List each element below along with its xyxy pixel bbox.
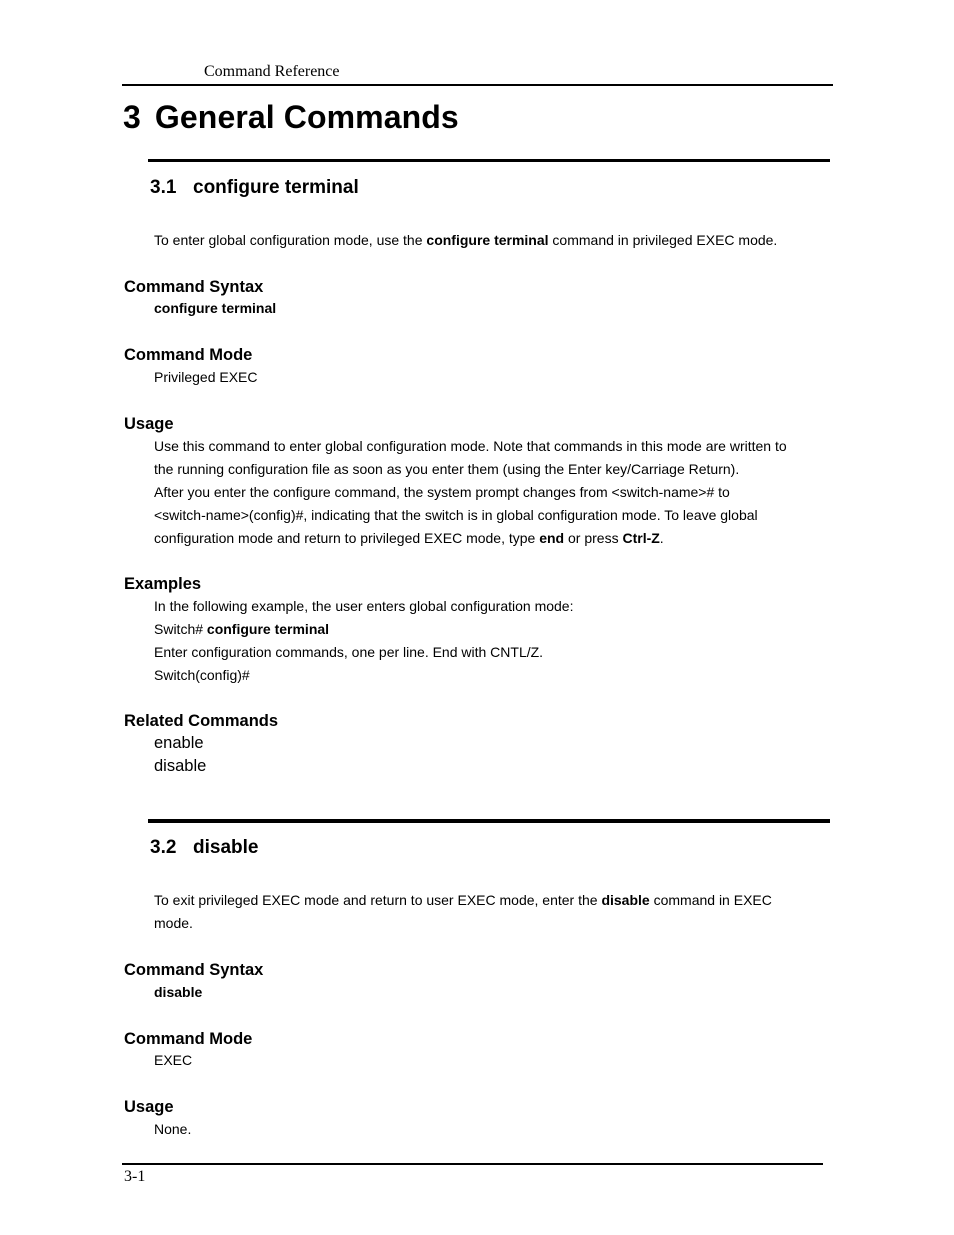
section-intro: [154, 889, 824, 935]
usage-line: the running configuration file as soon as you enter them (using the Enter key/Carriage Return).: [154, 461, 740, 477]
section-title: [150, 176, 359, 200]
usage-line: Use this command to enter global configuration mode. Note that commands in this mode are written to: [154, 438, 787, 454]
page-number: 3-1: [124, 1168, 146, 1185]
intro-text-end: command in EXEC: [649, 892, 772, 908]
chapter-title: [123, 97, 459, 137]
mode-heading: Command Mode: [124, 1030, 253, 1048]
chapter-number: 3: [123, 99, 141, 135]
examples-heading: Examples: [124, 575, 202, 593]
usage-end-keyword: end: [539, 530, 565, 546]
usage-line: [154, 527, 824, 550]
section-divider: [148, 159, 830, 162]
section-divider: [148, 819, 830, 823]
running-header: Command Reference: [204, 63, 340, 80]
section-intro: [154, 229, 824, 252]
usage-line-text: or press: [564, 530, 623, 546]
example-command: configure terminal: [206, 621, 330, 637]
section-title-text: configure terminal: [193, 177, 359, 198]
example-line: In the following example, the user enters global configuration mode:: [154, 598, 574, 614]
mode-heading: Command Mode: [124, 346, 253, 364]
example-line: [154, 618, 824, 641]
example-prompt: Switch#: [154, 621, 207, 637]
intro-text-end: command in privileged EXEC mode.: [548, 232, 778, 248]
mode-text: EXEC: [154, 1052, 193, 1068]
related-item-enable: enable: [154, 734, 204, 752]
intro-text: To enter global configuration mode, use the: [154, 232, 427, 248]
section-number: 3.1: [150, 177, 177, 198]
syntax-heading: Command Syntax: [124, 961, 264, 979]
chapter-title-text: General Commands: [154, 99, 459, 135]
intro-text: To exit privileged EXEC mode and return to user EXEC mode, enter the: [154, 892, 602, 908]
mode-text: Privileged EXEC: [154, 369, 258, 385]
syntax-heading: Command Syntax: [124, 278, 264, 296]
usage-heading: Usage: [124, 1098, 174, 1116]
intro-line: mode.: [154, 915, 193, 931]
usage-line: <switch-name>(config)#, indicating that the switch is in global configuration mode. To leave global: [154, 507, 758, 523]
related-item-disable: disable: [154, 757, 207, 775]
section-title: [150, 836, 258, 860]
related-heading: Related Commands: [124, 712, 279, 730]
intro-command: disable: [601, 892, 650, 908]
usage-line: After you enter the configure command, the system prompt changes from <switch-name># to: [154, 484, 730, 500]
section-number: 3.2: [150, 837, 177, 858]
intro-line: [154, 889, 824, 912]
usage-heading: Usage: [124, 415, 174, 433]
usage-line-text: configuration mode and return to privileged EXEC mode, type: [154, 530, 540, 546]
example-line: Enter configuration commands, one per line. End with CNTL/Z.: [154, 644, 544, 660]
usage-ctrlz-keyword: Ctrl-Z: [622, 530, 660, 546]
footer-divider: [122, 1163, 823, 1165]
section-title-text: disable: [193, 837, 259, 858]
syntax-text: [154, 981, 824, 1004]
intro-command: configure terminal: [426, 232, 549, 248]
usage-text: None.: [154, 1121, 192, 1137]
syntax-command: disable: [154, 984, 203, 1000]
examples-text: [154, 595, 824, 687]
usage-text: [154, 435, 824, 550]
syntax-command: configure terminal: [154, 300, 277, 316]
example-line: Switch(config)#: [154, 667, 250, 683]
header-divider: [122, 84, 833, 86]
syntax-text: [154, 297, 824, 320]
usage-line-text: .: [659, 530, 664, 546]
